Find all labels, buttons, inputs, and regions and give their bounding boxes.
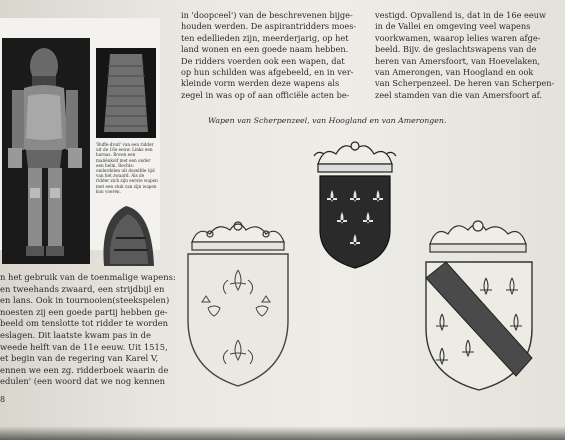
hoogland-coat-of-arms (310, 140, 400, 270)
photo-caption: 'Buffe-droit' van een ridder uit de 16e eeuw. Links een harnas. Boven een maliënkolf met een onder een helm. Rechts: onderdelen uit dezelfde tijd van het zwaard. Als de ridder zich zijn eerste wapen met een stuk van zijn wapen kon voeren. (96, 142, 158, 194)
photo-panel (0, 18, 160, 250)
text-line: et begin van de regering van Karel V, (0, 353, 159, 364)
text-line: beeld om tenslotte tot ridder te worden (0, 318, 169, 329)
text-line: en lans. Ook in tournooien(steekspelen) (0, 295, 170, 306)
text-line: in de Vallei en omgeving veel wapens (375, 21, 531, 32)
text-line: beeld. Bijv. de geslachtswapens van de (375, 44, 537, 55)
text-line: De ridders voerden ook een wapen, dat (181, 55, 345, 66)
text-line: zeel stamden van die van Amersfoort af. (375, 89, 542, 100)
text-line: n het gebruik van de toenmalige wapens: (0, 272, 176, 282)
text-line: houden werden. De aspirantridders moes- (181, 21, 357, 32)
text-line: op hun schilden was afgebeeld, en in ver- (181, 66, 354, 77)
text-column-bottom-left (0, 272, 176, 388)
amerongen-coat-of-arms (420, 218, 540, 393)
text-line: eslagen. Dit laatste kwam pas in de (0, 329, 151, 340)
text-line: noesten zij een goede partij hebben ge- (0, 306, 168, 317)
page-number: 8 (0, 395, 6, 404)
scherpenzeel-coat-of-arms (178, 220, 298, 390)
text-line: voorkwamen, waarop lelies waren afge- (375, 32, 541, 43)
text-line: van Amerongen, van Hoogland en ook (375, 66, 534, 77)
text-line: van Scherpenzeel. De heren van Scherpen- (375, 78, 555, 89)
text-line: kleinde vorm werden deze wapens als (181, 78, 340, 89)
text-column-right (375, 10, 554, 101)
text-line: ennen we een zg. ridderboek waarin de (0, 364, 169, 375)
text-line: en tweehands zwaard, een strijdbijl en (0, 283, 165, 294)
text-line: weede helft van de 11e eeuw. Uit 1515, (0, 341, 168, 352)
chainmail-photo (96, 48, 156, 138)
text-line: ten edellieden zijn, meerderjarig, op het (181, 32, 349, 43)
figure-heading: Wapen van Scherpenzeel, van Hoogland en van Amerongen. (208, 116, 447, 125)
text-line: heren van Amersfoort, van Hoevelaken, (375, 55, 541, 66)
page-shadow (0, 426, 565, 440)
text-line: edulen' (een woord dat we nog kennen (0, 376, 166, 387)
text-column-middle (181, 10, 356, 101)
armor-photo (2, 38, 90, 264)
text-line: zegel in was op of aan officiële acten be- (181, 89, 350, 100)
text-line: vestigd. Opvallend is, dat in de 16e eeuw (375, 10, 546, 20)
text-line: in 'doopceel') van de beschrevenen bijge- (181, 10, 353, 20)
helmet-photo (96, 198, 160, 268)
text-line: land wonen en een goede naam hebben. (181, 44, 349, 55)
